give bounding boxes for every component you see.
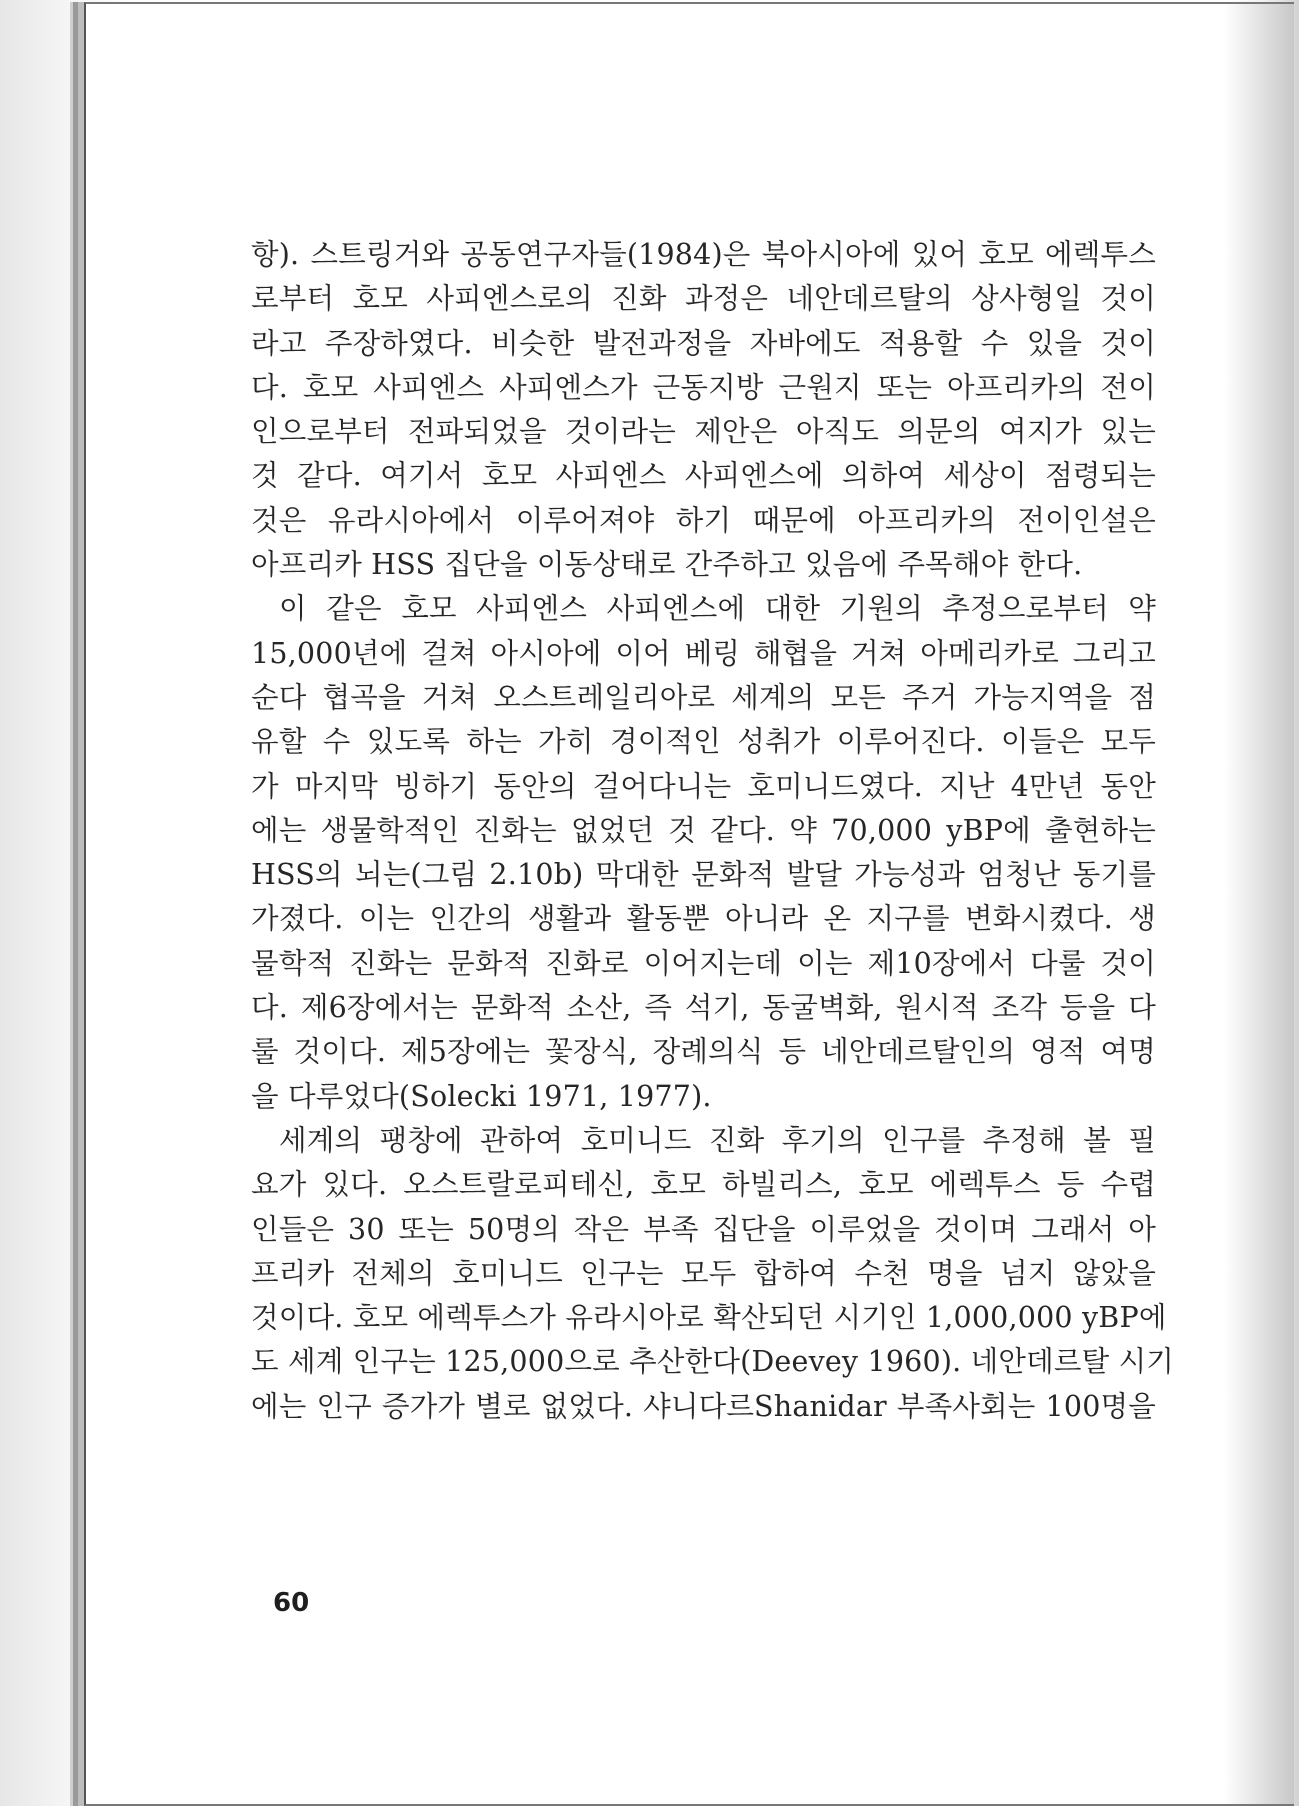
text-line: 프리카 전체의 호미니드 인구는 모두 합하여 수천 명을 넘지 않았을 [251, 1256, 1156, 1290]
text-line: 을 다루었다(Solecki 1971, 1977). [251, 1079, 712, 1113]
text-line: 것 같다. 여기서 호모 사피엔스 사피엔스에 의하여 세상이 점령되는 [251, 459, 1156, 493]
text-line: 아프리카 HSS 집단을 이동상태로 간주하고 있음에 주목해야 한다. [251, 548, 1083, 582]
text-line: 인들은 30 또는 50명의 작은 부족 집단을 이루었을 것이며 그래서 아 [251, 1212, 1156, 1246]
text-line: 항). 스트링거와 공동연구자들(1984)은 북아시아에 있어 호모 에렉투스 [251, 238, 1156, 271]
text-line: 룰 것이다. 제5장에는 꽃장식, 장례의식 등 네안데르탈인의 영적 여명 [251, 1035, 1156, 1069]
text-line: 것이다. 호모 에렉투스가 유라시아로 확산되던 시기인 1,000,000 yBP에 [251, 1301, 1167, 1335]
text-line: 인으로부터 전파되었을 것이라는 제안은 아직도 의문의 여지가 있는 [251, 415, 1156, 449]
text-line: 물학적 진화는 문화적 진화로 이어지는데 이는 제10장에서 다룰 것이 [251, 946, 1156, 980]
text-line: 로부터 호모 사피엔스로의 진화 과정은 네안데르탈의 상사형일 것이 [251, 282, 1156, 316]
text-line: 라고 주장하였다. 비슷한 발전과정을 자바에도 적용할 수 있을 것이 [251, 326, 1156, 360]
text-line: 것은 유라시아에서 이루어져야 하기 때문에 아프리카의 전이인설은 [251, 503, 1156, 537]
text-line: 도 세계 인구는 125,000으로 추산한다(Deevey 1960). 네안데르탈 시기 [251, 1345, 1175, 1379]
text-line: 세계의 팽창에 관하여 호미니드 진화 후기의 인구를 추정해 볼 필 [279, 1123, 1156, 1157]
body-text [251, 233, 1175, 1429]
text-line: HSS의 뇌는(그림 2.10b) 막대한 문화적 발달 가능성과 엄청난 동기를 [251, 858, 1156, 892]
text-line: 다. 호모 사피엔스 사피엔스가 근동지방 근원지 또는 아프리카의 전이 [251, 370, 1156, 404]
text-line: 에는 인구 증가가 별로 없었다. 샤니다르Shanidar 부족사회는 100명을 [251, 1389, 1156, 1423]
text-line: 순다 협곡을 거쳐 오스트레일리아로 세계의 모든 주거 가능지역을 점 [251, 680, 1156, 714]
text-line: 이 같은 호모 사피엔스 사피엔스에 대한 기원의 추정으로부터 약 [279, 592, 1156, 626]
text-line: 요가 있다. 오스트랄로피테신, 호모 하빌리스, 호모 에렉투스 등 수렵 [251, 1168, 1156, 1202]
text-line: 에는 생물학적인 진화는 없었던 것 같다. 약 70,000 yBP에 출현하는 [251, 813, 1156, 847]
text-line: 다. 제6장에서는 문화적 소산, 즉 석기, 동굴벽화, 원시적 조각 등을 다 [251, 991, 1156, 1025]
text-line: 가졌다. 이는 인간의 생활과 활동뿐 아니라 온 지구를 변화시켰다. 생 [251, 902, 1156, 936]
text-line: 15,000년에 걸쳐 아시아에 이어 베링 해협을 거쳐 아메리카로 그리고 [251, 636, 1156, 670]
text-line: 유할 수 있도록 하는 가히 경이적인 성취가 이루어진다. 이들은 모두 [251, 725, 1156, 759]
text-line: 가 마지막 빙하기 동안의 걸어다니는 호미니드였다. 지난 4만년 동안 [251, 769, 1156, 803]
page-number: 60 [273, 1588, 310, 1618]
